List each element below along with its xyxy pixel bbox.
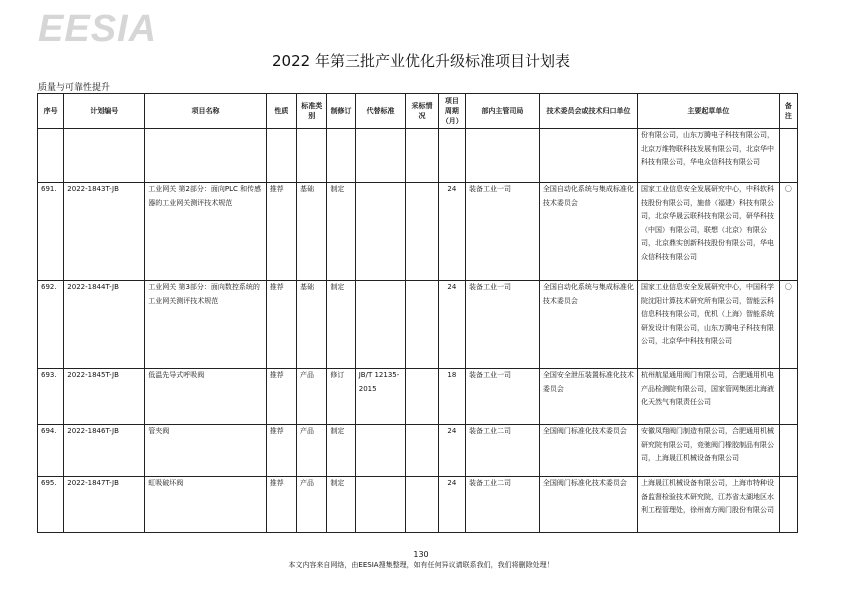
revision-mode: 制定 bbox=[327, 281, 355, 369]
project-name: 工业网关 第2部分：面向PLC 和传感器的工业网关测评技术规范 bbox=[145, 183, 266, 281]
plan-number: 2022-1844T-JB bbox=[64, 281, 145, 369]
revision-mode bbox=[327, 129, 355, 183]
row-number: 693. bbox=[38, 369, 64, 425]
page-title: 2022 年第三批产业优化升级标准项目计划表 bbox=[272, 52, 570, 70]
header-cell: 序号 bbox=[38, 94, 64, 129]
drafters: 国家工业信息安全发展研究中心，中国科学院沈阳计算技术研究所有限公司，智能云科信息科技有限公司，优机（上海）智能系统研发设计有限公司，山东万腾电子科技有限公司，北京华中科技有限公司 bbox=[638, 281, 780, 369]
period: 18 bbox=[438, 369, 465, 425]
row-number bbox=[38, 129, 64, 183]
header-cell: 性质 bbox=[266, 94, 296, 129]
adoption bbox=[406, 129, 438, 183]
note: 〇 bbox=[779, 183, 797, 281]
row-number: 694. bbox=[38, 425, 64, 477]
technical-committee: 全国阀门标准化技术委员会 bbox=[539, 477, 637, 533]
adoption bbox=[406, 425, 438, 477]
row-number: 691. bbox=[38, 183, 64, 281]
page-number: 130 bbox=[413, 550, 429, 559]
replaced-standard bbox=[355, 183, 406, 281]
plan-number: 2022-1845T-JB bbox=[64, 369, 145, 425]
nature: 推荐 bbox=[266, 477, 296, 533]
standard-category: 产品 bbox=[297, 425, 327, 477]
department: 装备工业一司 bbox=[466, 281, 540, 369]
revision-mode: 修订 bbox=[327, 369, 355, 425]
drafters: 杭州航星通用阀门有限公司，合肥通用机电产品检测院有限公司，国家管网集团北海液化天然气有限责任公司 bbox=[638, 369, 780, 425]
standard-category: 产品 bbox=[297, 477, 327, 533]
standard-category: 基础 bbox=[297, 281, 327, 369]
revision-mode: 制定 bbox=[327, 477, 355, 533]
header-cell: 备注 bbox=[779, 94, 797, 129]
header-cell: 技术委员会或技术归口单位 bbox=[539, 94, 637, 129]
replaced-standard: JB/T 12135-2015 bbox=[355, 369, 406, 425]
footer-disclaimer: 本文内容来自网络，由EESIA搜集整理，如有任何异议请联系我们，我们将删除处理！ bbox=[288, 561, 554, 569]
period: 24 bbox=[438, 425, 465, 477]
drafters: 安徽凤翔阀门制造有限公司，合肥通用机械研究院有限公司，竞驰阀门橡胶制品有限公司，上海晟江机械设备有限公司 bbox=[638, 425, 780, 477]
department: 装备工业二司 bbox=[466, 425, 540, 477]
standard-category: 产品 bbox=[297, 369, 327, 425]
header-cell: 代替标准 bbox=[355, 94, 406, 129]
project-name bbox=[145, 129, 266, 183]
header-cell: 部内主管司局 bbox=[466, 94, 540, 129]
nature: 推荐 bbox=[266, 425, 296, 477]
technical-committee bbox=[539, 129, 637, 183]
nature: 推荐 bbox=[266, 281, 296, 369]
drafters: 上海晟江机械设备有限公司，上海市特种设备监督检验技术研究院，江苏省太湖地区水利工程管理处，徐州南方阀门股份有限公司 bbox=[638, 477, 780, 533]
table-row bbox=[38, 129, 798, 183]
header-cell: 标准类别 bbox=[297, 94, 327, 129]
adoption bbox=[406, 281, 438, 369]
adoption bbox=[406, 369, 438, 425]
replaced-standard bbox=[355, 129, 406, 183]
department: 装备工业一司 bbox=[466, 369, 540, 425]
replaced-standard bbox=[355, 477, 406, 533]
nature: 推荐 bbox=[266, 183, 296, 281]
project-name: 低温先导式呼吸阀 bbox=[145, 369, 266, 425]
drafters: 国家工业信息安全发展研究中心，中科软科技股份有限公司，施普（福建）科技有限公司，北京华晟云联科技有限公司，研华科技（中国）有限公司，联想（北京）有限公司，北京鼎实创新科技股份有限公司，华电众信科技有限公司 bbox=[638, 183, 780, 281]
standard-category: 基础 bbox=[297, 183, 327, 281]
technical-committee: 全国安全泄压装置标准化技术委员会 bbox=[539, 369, 637, 425]
header-cell: 制修订 bbox=[327, 94, 355, 129]
note bbox=[779, 477, 797, 533]
table-header-row bbox=[38, 94, 798, 129]
eesia-logo: EESIA bbox=[38, 8, 158, 50]
category-label: 质量与可靠性提升 bbox=[38, 83, 111, 93]
project-name: 工业网关 第3部分：面向数控系统的工业网关测评技术规范 bbox=[145, 281, 266, 369]
revision-mode: 制定 bbox=[327, 425, 355, 477]
header-cell: 项目名称 bbox=[145, 94, 266, 129]
table-row bbox=[38, 183, 798, 281]
nature: 推荐 bbox=[266, 369, 296, 425]
period: 24 bbox=[438, 183, 465, 281]
row-number: 695. bbox=[38, 477, 64, 533]
row-number: 692. bbox=[38, 281, 64, 369]
header-cell: 计划编号 bbox=[64, 94, 145, 129]
table-row bbox=[38, 369, 798, 425]
plan-table bbox=[37, 93, 798, 533]
header-cell: 主要起草单位 bbox=[638, 94, 780, 129]
plan-number bbox=[64, 129, 145, 183]
table-row bbox=[38, 281, 798, 369]
header-cell: 项目周期（月） bbox=[438, 94, 465, 129]
replaced-standard bbox=[355, 425, 406, 477]
nature bbox=[266, 129, 296, 183]
period bbox=[438, 129, 465, 183]
header-cell: 采标情况 bbox=[406, 94, 438, 129]
period: 24 bbox=[438, 281, 465, 369]
period: 24 bbox=[438, 477, 465, 533]
adoption bbox=[406, 477, 438, 533]
note bbox=[779, 129, 797, 183]
table-row bbox=[38, 477, 798, 533]
note bbox=[779, 425, 797, 477]
adoption bbox=[406, 183, 438, 281]
technical-committee: 全国自动化系统与集成标准化技术委员会 bbox=[539, 281, 637, 369]
project-name: 虹吸破坏阀 bbox=[145, 477, 266, 533]
table-row bbox=[38, 425, 798, 477]
plan-number: 2022-1843T-JB bbox=[64, 183, 145, 281]
drafters: 份有限公司，山东万腾电子科技有限公司，北京万维物联科技发展有限公司，北京华中科技有限公司，华电众信科技有限公司 bbox=[638, 129, 780, 183]
note: 〇 bbox=[779, 281, 797, 369]
technical-committee: 全国自动化系统与集成标准化技术委员会 bbox=[539, 183, 637, 281]
department: 装备工业一司 bbox=[466, 183, 540, 281]
plan-number: 2022-1847T-JB bbox=[64, 477, 145, 533]
note bbox=[779, 369, 797, 425]
revision-mode: 制定 bbox=[327, 183, 355, 281]
department: 装备工业二司 bbox=[466, 477, 540, 533]
standard-category bbox=[297, 129, 327, 183]
plan-number: 2022-1846T-JB bbox=[64, 425, 145, 477]
project-name: 管夹阀 bbox=[145, 425, 266, 477]
replaced-standard bbox=[355, 281, 406, 369]
department bbox=[466, 129, 540, 183]
technical-committee: 全国阀门标准化技术委员会 bbox=[539, 425, 637, 477]
